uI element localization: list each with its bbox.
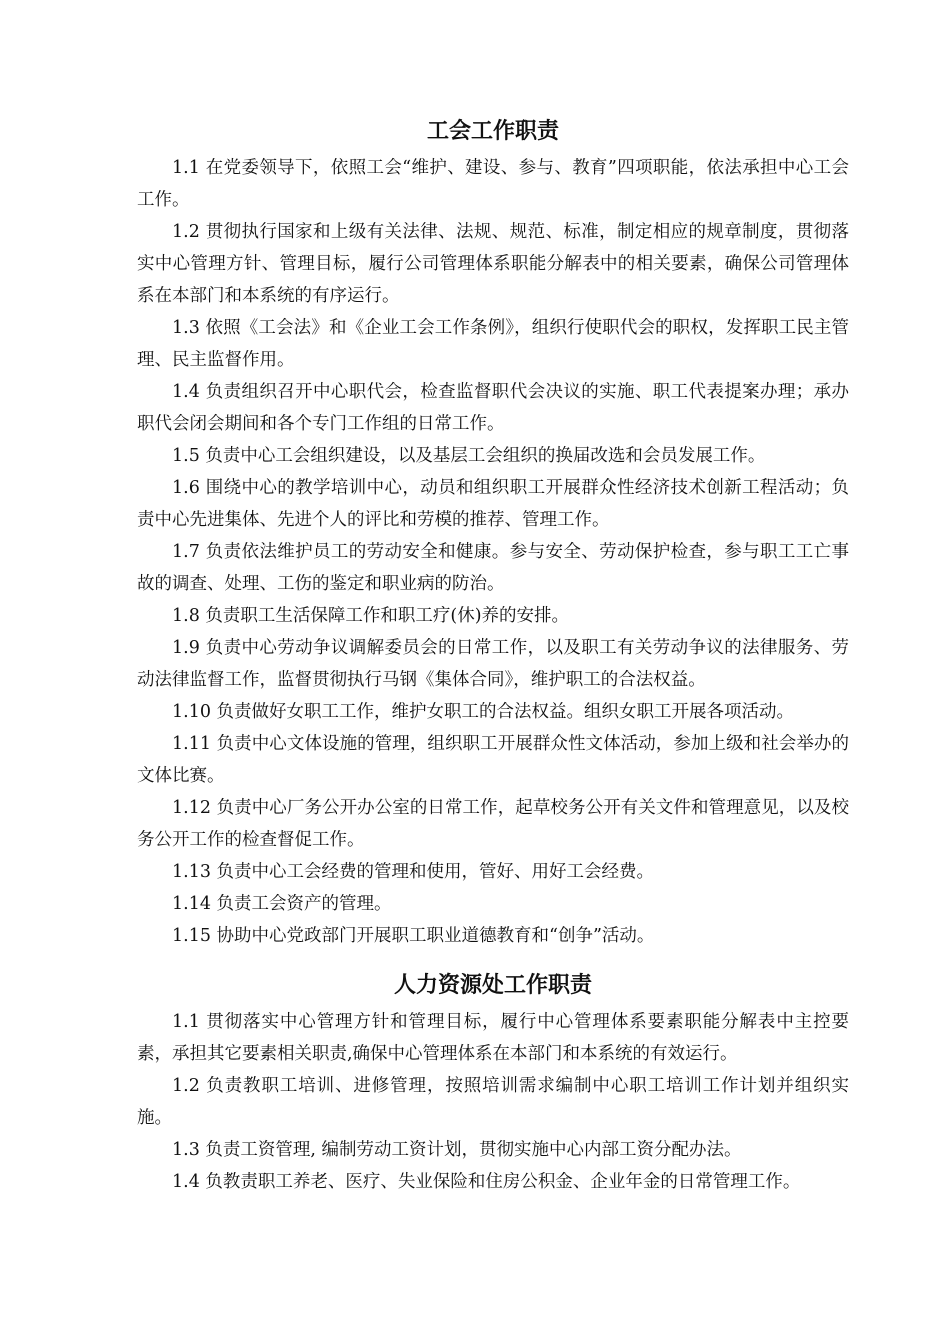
paragraph: 1.3 依照《工会法》和《企业工会工作条例》，组织行使职代会的职权，发挥职工民主管理、民主监督作用。 [137,318,849,370]
paragraph: 1.12 负责中心厂务公开办公室的日常工作，起草校务公开有关文件和管理意见，以及校务公开工作的检查督促工作。 [137,798,849,850]
paragraph: 1.14 负责工会资产的管理。 [172,894,392,914]
section-title: 人力资源处工作职责 [393,973,592,998]
paragraph: 1.11 负责中心文体设施的管理，组织职工开展群众性文体活动，参加上级和社会举办的文体比赛。 [137,734,849,786]
paragraph: 1.15 协助中心党政部门开展职工职业道德教育和“创争”活动。 [172,926,655,946]
paragraph: 1.7 负责依法维护员工的劳动安全和健康。参与安全、劳动保护检查，参与职工工亡事故的调查、处理、工伤的鉴定和职业病的防治。 [137,542,849,594]
paragraph: 1.4 负教责职工养老、医疗、失业保险和住房公积金、企业年金的日常管理工作。 [172,1172,801,1192]
section-hr-duties [137,966,849,1198]
paragraph: 1.5 负责中心工会组织建设，以及基层工会组织的换届改选和会员发展工作。 [172,446,766,466]
paragraph: 1.3 负责工资管理, 编制劳动工资计划，贯彻实施中心内部工资分配办法。 [172,1140,742,1160]
section-union-duties [137,112,849,952]
document-page [137,112,849,1198]
paragraph: 1.13 负责中心工会经费的管理和使用，管好、用好工会经费。 [172,862,655,882]
paragraph: 1.10 负责做好女职工工作，维护女职工的合法权益。组织女职工开展各项活动。 [172,702,795,722]
paragraph: 1.2 贯彻执行国家和上级有关法律、法规、规范、标准，制定相应的规章制度，贯彻落实中心管理方针、管理目标，履行公司管理体系职能分解表中的相关要素，确保公司管理体系在本部门和本系统的有序运行。 [137,222,849,306]
paragraph: 1.6 围绕中心的教学培训中心，动员和组织职工开展群众性经济技术创新工程活动；负责中心先进集体、先进个人的评比和劳模的推荐、管理工作。 [137,478,849,530]
section-title: 工会工作职责 [426,119,559,144]
paragraph: 1.8 负责职工生活保障工作和职工疗(休)养的安排。 [172,606,570,626]
paragraph: 1.4 负责组织召开中心职代会，检查监督职代会决议的实施、职工代表提案办理；承办职代会闭会期间和各个专门工作组的日常工作。 [137,382,849,434]
paragraph: 1.1 在党委领导下，依照工会“维护、建设、参与、教育”四项职能，依法承担中心工会工作。 [137,158,849,210]
paragraph: 1.2 负责教职工培训、进修管理，按照培训需求编制中心职工培训工作计划并组织实施。 [137,1076,849,1128]
paragraph: 1.1 贯彻落实中心管理方针和管理目标，履行中心管理体系要素职能分解表中主控要素，承担其它要素相关职责,确保中心管理体系在本部门和本系统的有效运行。 [137,1012,849,1064]
paragraph: 1.9 负责中心劳动争议调解委员会的日常工作，以及职工有关劳动争议的法律服务、劳动法律监督工作，监督贯彻执行马钢《集体合同》，维护职工的合法权益。 [137,638,849,690]
